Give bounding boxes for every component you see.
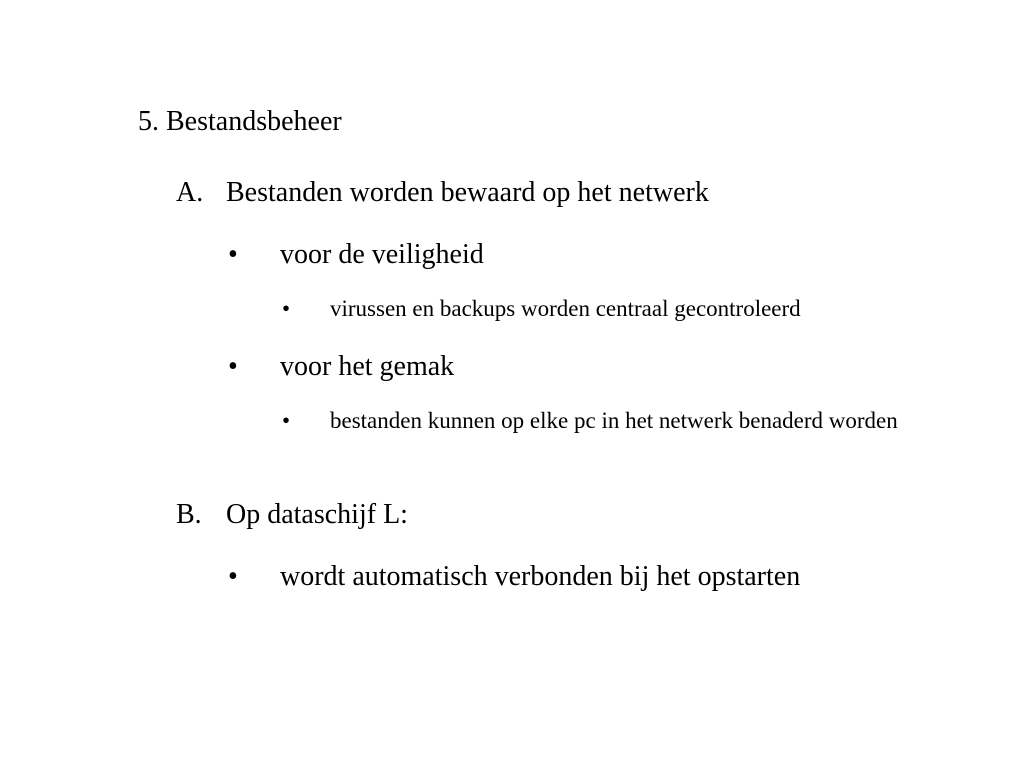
sub-bullet-a2-1-text: bestanden kunnen op elke pc in het netwerk benaderd worden xyxy=(330,408,898,433)
bullet-b1-marker: • xyxy=(228,561,238,592)
sub-bullet-a1-1-marker: • xyxy=(282,296,291,321)
bullet-a2-marker: • xyxy=(228,351,238,382)
sub-bullet-a2-1-marker: • xyxy=(282,408,291,433)
slide-title: 5. Bestandsbeheer xyxy=(138,106,342,137)
section-a-text: Bestanden worden bewaard op het netwerk xyxy=(226,177,709,208)
bullet-a1-text: voor de veiligheid xyxy=(280,239,484,270)
section-a-marker: A. xyxy=(176,177,204,208)
section-b-marker: B. xyxy=(176,499,202,530)
bullet-b1-text: wordt automatisch verbonden bij het opstarten xyxy=(280,561,801,592)
section-b-text: Op dataschijf L: xyxy=(226,499,408,530)
sub-bullet-a1-1-text: virussen en backups worden centraal gecontroleerd xyxy=(330,296,801,321)
bullet-a2-text: voor het gemak xyxy=(280,351,455,382)
bullet-a1-marker: • xyxy=(228,239,238,270)
